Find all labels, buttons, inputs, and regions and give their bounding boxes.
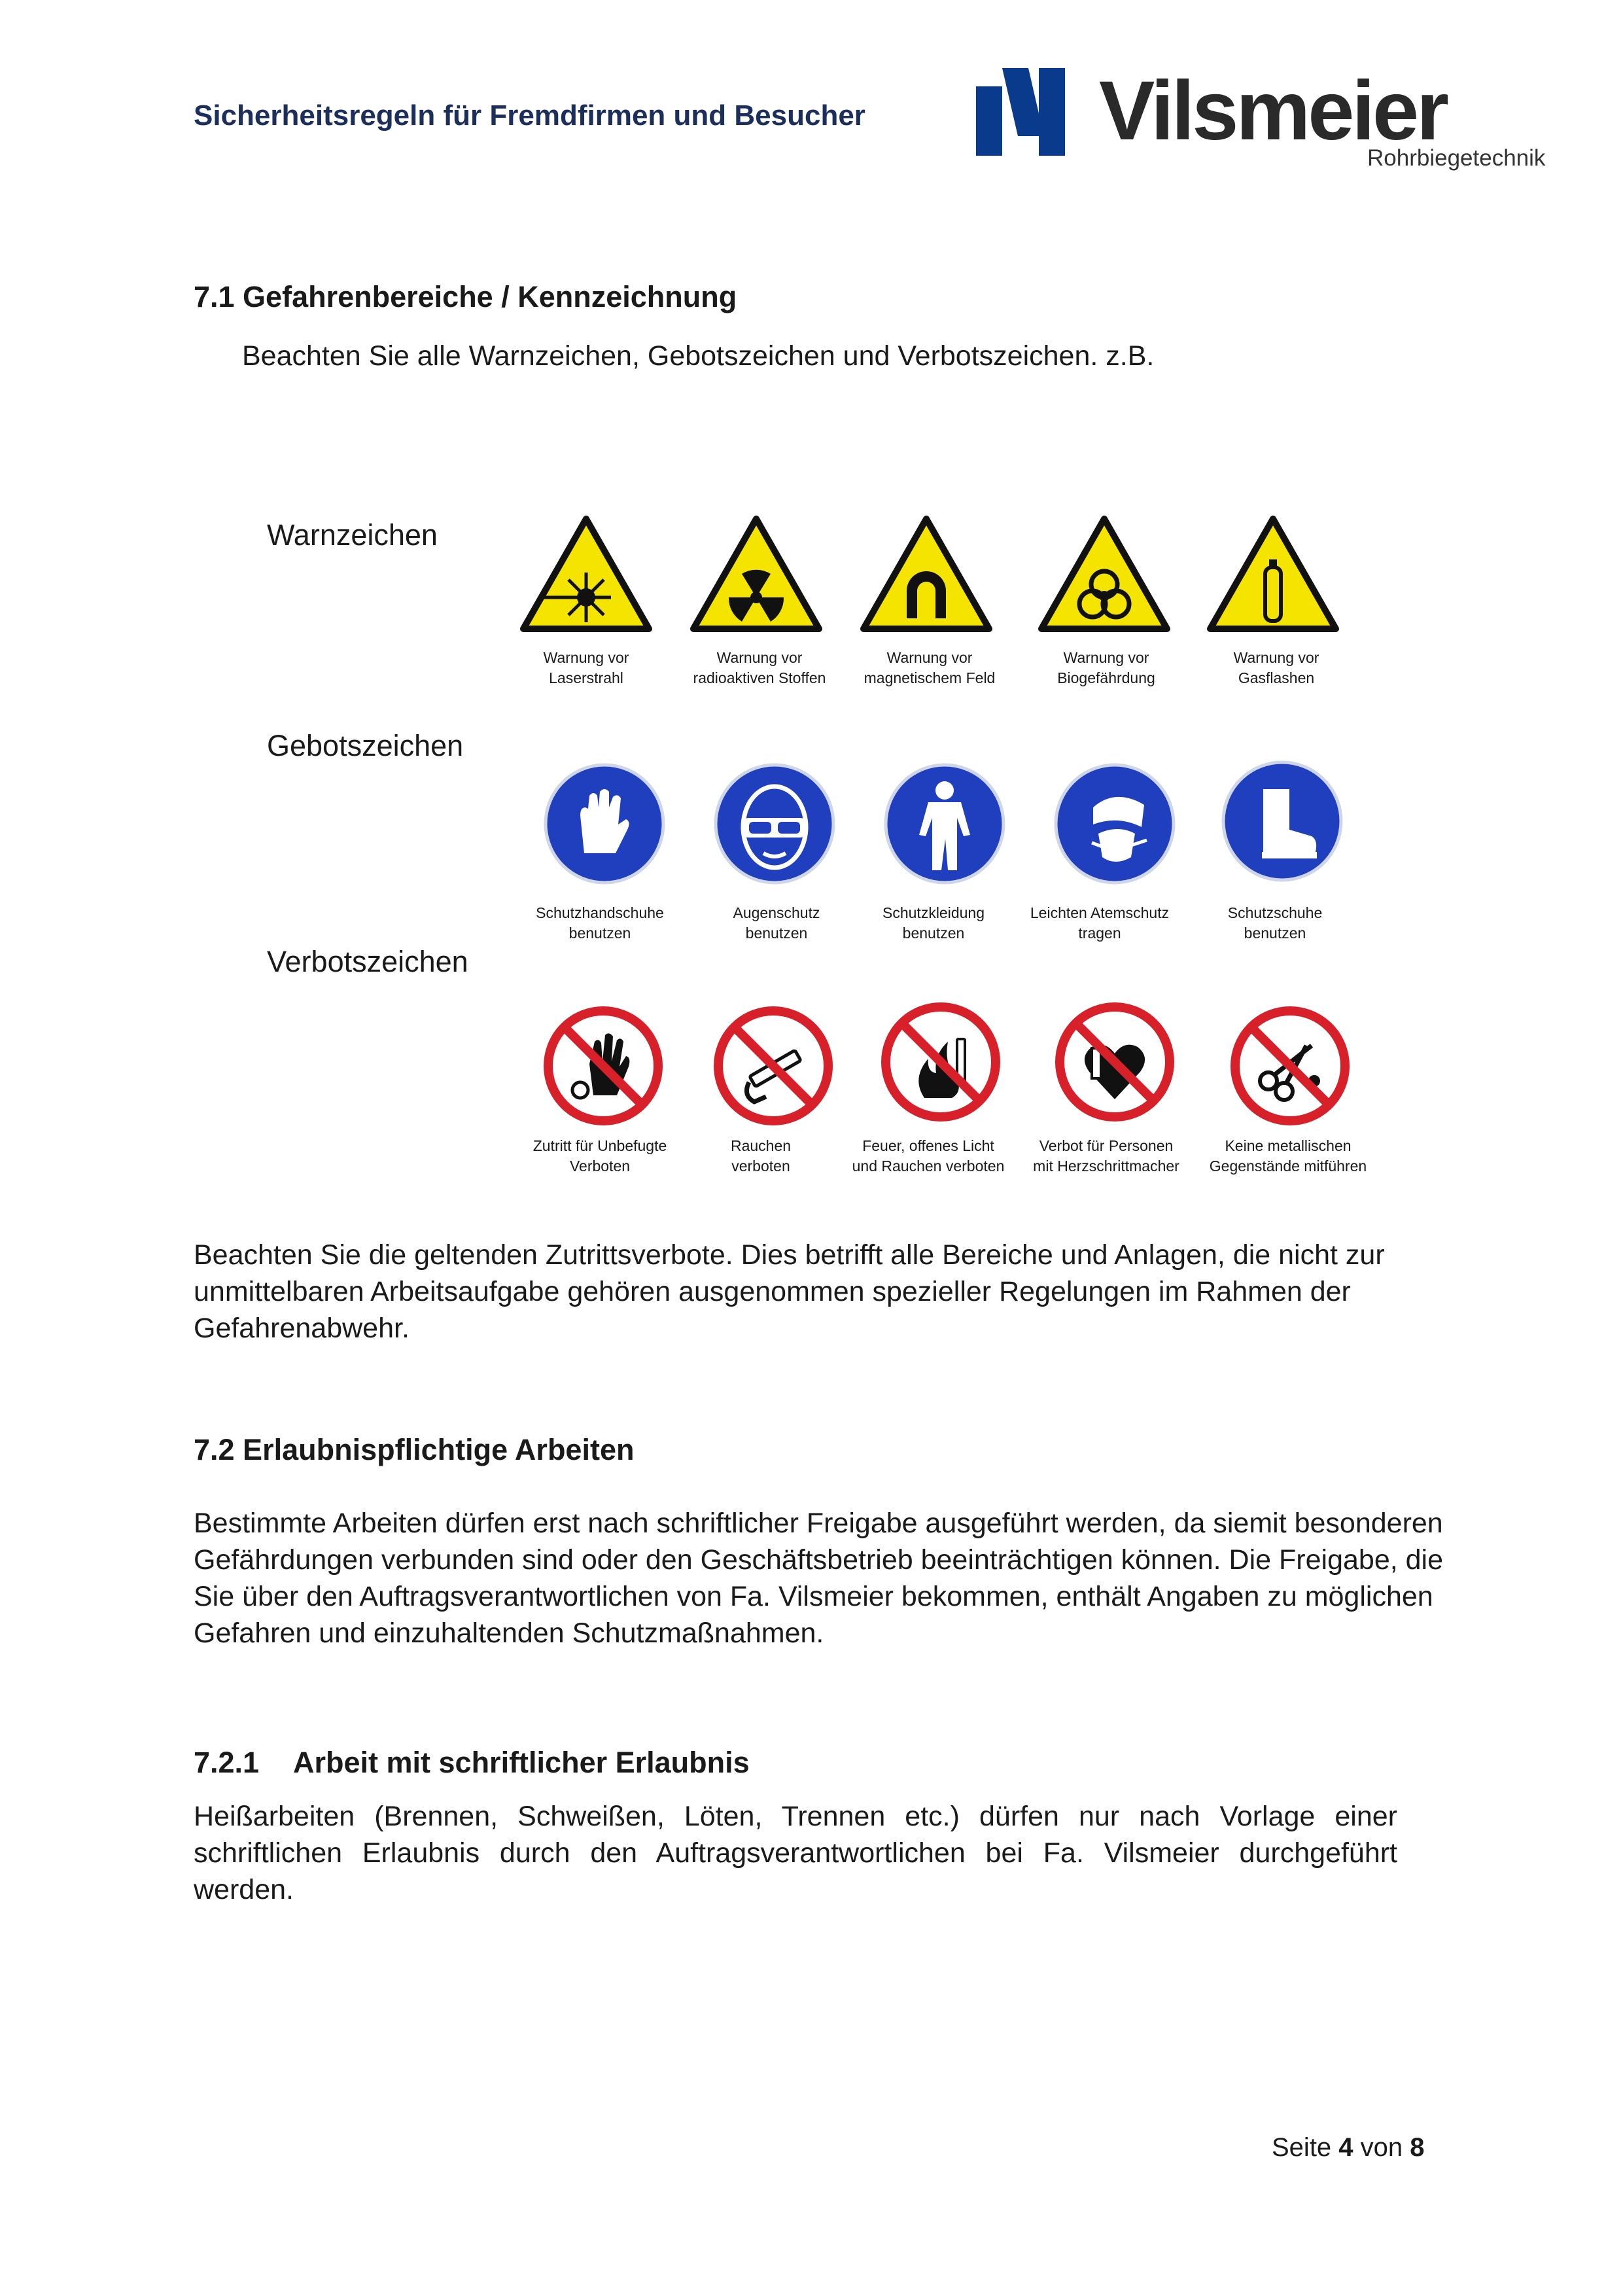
goggles-icon bbox=[703, 762, 846, 886]
caption-no-pacemaker: Verbot für Personen mit Herzschrittmacher bbox=[1033, 1137, 1179, 1174]
caption-laser: Warnung vor Laserstrahl bbox=[543, 649, 629, 686]
no-smoking-icon bbox=[701, 1004, 845, 1128]
section-7-1-heading: 7.1 Gefahrenbereiche / Kennzeichnung bbox=[194, 280, 737, 313]
no-metal-objects-icon bbox=[1218, 1004, 1362, 1128]
mandatory-signs-label: Gebotszeichen bbox=[267, 729, 464, 762]
section-7-2-text: Bestimmte Arbeiten dürfen erst nach schriftlicher Freigabe ausgeführt werden, da siemit besonderen Gefährdungen verbunden sind oder den Geschäftsbetrieb beeinträchtigen können. Die Freigabe, die Sie über den Auftragsverantwortlichen von Fa. Vilsmeier bekommen, enthält Angaben zu möglichen Gefahren und einzuhaltenden Schutzmaßnahmen. bbox=[194, 1508, 1444, 1649]
logo-subtitle: Rohrbiegetechnik bbox=[1367, 145, 1546, 171]
laser-warning-icon bbox=[514, 512, 658, 636]
caption-clothing: Schutzkleidung benutzen bbox=[882, 904, 985, 942]
no-entry-hand-icon bbox=[531, 1004, 675, 1128]
caption-biohazard: Warnung vor Biogefährdung bbox=[1057, 649, 1155, 686]
respirator-icon bbox=[1043, 762, 1187, 886]
caption-radiation: Warnung vor radioaktiven Stoffen bbox=[693, 649, 826, 686]
safety-boots-icon bbox=[1210, 759, 1354, 883]
section-7-2-1-number: 7.2.1 bbox=[194, 1746, 260, 1779]
caption-magnet: Warnung vor magnetischem Feld bbox=[864, 649, 996, 686]
warn-signs-label: Warnzeichen bbox=[267, 518, 438, 552]
section-7-2-heading: 7.2 Erlaubnispflichtige Arbeiten bbox=[194, 1433, 635, 1466]
caption-gas: Warnung vor Gasflashen bbox=[1233, 649, 1319, 686]
section-7-2-1-title: Arbeit mit schriftlicher Erlaubnis bbox=[293, 1746, 750, 1779]
caption-no-metal: Keine metallischen Gegenstände mitführen bbox=[1209, 1137, 1367, 1174]
gas-cylinder-warning-icon bbox=[1201, 512, 1345, 636]
radiation-warning-icon bbox=[684, 512, 828, 636]
gloves-icon bbox=[532, 762, 676, 886]
biohazard-warning-icon bbox=[1032, 512, 1176, 636]
caption-goggles: Augenschutz benutzen bbox=[733, 904, 820, 942]
section-7-2-1-text: Heißarbeiten (Brennen, Schweißen, Löten, Trennen etc.) dürfen nur nach Vorlage einer schriftlichen Erlaubnis durch den Auftragsverantwortlichen bei Fa. Vilsmeier durchgeführt werden. bbox=[194, 1801, 1397, 1905]
no-open-flame-icon bbox=[869, 1000, 1013, 1124]
page-number: Seite 4 von 8 bbox=[1272, 2133, 1425, 2162]
caption-respirator: Leichten Atemschutz tragen bbox=[1030, 904, 1170, 942]
caption-boots: Schutzschuhe benutzen bbox=[1227, 904, 1323, 942]
caption-gloves: Schutzhandschuhe benutzen bbox=[536, 904, 664, 942]
access-restriction-text: Beachten Sie die geltenden Zutrittsverbote. Dies betrifft alle Bereiche und Anlagen, die nicht zur unmittelbaren Arbeitsaufgabe gehören ausgenommen spezieller Regelungen im Rahmen der Gefahrenabwehr. bbox=[194, 1239, 1385, 1344]
logo-brand-text: Vilsmeier bbox=[1099, 64, 1446, 158]
no-pacemaker-icon bbox=[1043, 1000, 1187, 1124]
caption-no-smoking: Rauchen verboten bbox=[730, 1137, 792, 1174]
document-title: Sicherheitsregeln für Fremdfirmen und Besucher bbox=[194, 99, 865, 132]
caption-no-entry: Zutritt für Unbefugte Verboten bbox=[532, 1137, 667, 1174]
magnet-warning-icon bbox=[854, 512, 998, 636]
caption-no-flame: Feuer, offenes Licht und Rauchen verboten bbox=[852, 1137, 1005, 1174]
protective-clothing-icon bbox=[873, 762, 1017, 886]
vilsmeier-logo-icon bbox=[976, 68, 1065, 156]
section-7-1-intro: Beachten Sie alle Warnzeichen, Gebotszeichen und Verbotszeichen. z.B. bbox=[242, 340, 1155, 372]
prohibition-signs-label: Verbotszeichen bbox=[267, 945, 468, 978]
